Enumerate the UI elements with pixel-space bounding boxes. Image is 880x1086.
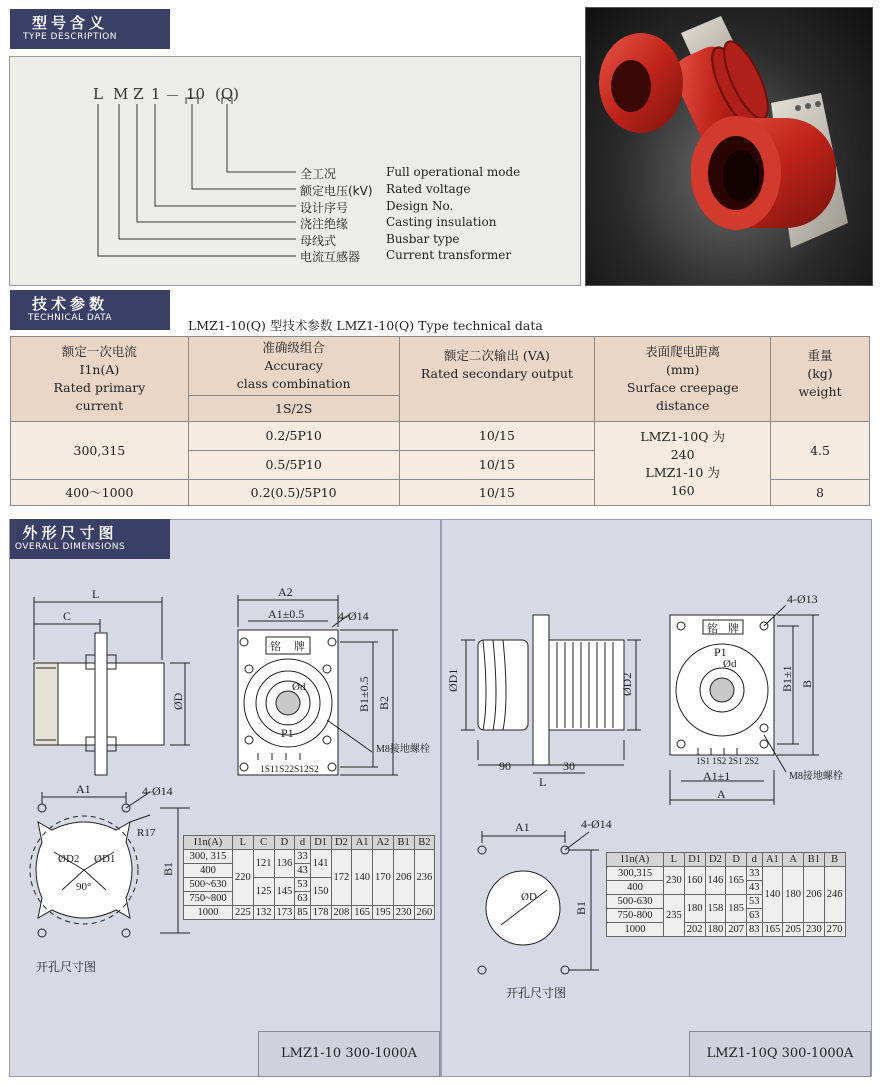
rt-cur0: 300,315 [607, 867, 664, 881]
label-OD2: ØD2 [58, 853, 80, 865]
header-col3-line2: Rated secondary output [420, 366, 573, 381]
rt-B1-1: 230 [804, 923, 825, 937]
label-holes2: 4-Ø14 [142, 784, 173, 798]
lt-C1: 125 [253, 878, 274, 906]
rt-d3: 63 [747, 909, 763, 923]
lt-D1-1: 150 [310, 878, 331, 906]
label-A1-tol: A1±0.5 [268, 607, 305, 621]
lt-B1-0: 206 [393, 850, 414, 906]
desc-en-1: Full operational mode [386, 165, 521, 179]
type-description-title-cn: 型号含义 [31, 14, 108, 32]
technical-data-caption: LMZ1-10(Q) 型技术参数 LMZ1-10(Q) Type technical data [188, 318, 543, 333]
label-r-nameplate-2: 牌 [728, 623, 739, 635]
rt-d0: 33 [747, 867, 763, 881]
rt-B-0: 246 [824, 867, 845, 923]
label-r-terminals: 1S1 1S2 2S1 2S2 [696, 756, 759, 766]
lt-h4: d [295, 836, 311, 850]
label-B1-cut: B1 [161, 861, 175, 876]
model-char-Z: Z [133, 85, 144, 103]
rt-B1-0: 206 [804, 867, 825, 923]
lt-cur2: 500~630 [184, 878, 233, 892]
rt-A1-0: 140 [762, 867, 783, 923]
label-r-bolt: M8接地螺栓 [789, 771, 843, 782]
rt-cur4: 1000 [607, 923, 664, 937]
rt-D2: 207 [726, 923, 747, 937]
rt-D2-0: 146 [705, 867, 726, 895]
lt-h6: D2 [331, 836, 352, 850]
rt-D0: 165 [726, 867, 747, 895]
lt-h8: A2 [373, 836, 394, 850]
desc-cn-3: 设计序号 [300, 201, 349, 215]
left-dimension-table [183, 835, 435, 920]
label-r-OD2: ØD2 [620, 672, 634, 696]
label-od-small: Ød [292, 681, 306, 693]
desc-cn-4: 浇注绝缘 [300, 217, 349, 231]
lt-h9: B1 [393, 836, 414, 850]
header-col4-line1: 表面爬电距离 [645, 344, 721, 359]
rt-D1-1: 180 [684, 895, 705, 923]
desc-en-2: Rated voltage [386, 182, 471, 196]
rt-D1-0: 160 [684, 867, 705, 895]
label-r-L: L [539, 775, 547, 789]
lt-D1-2: 178 [310, 906, 331, 920]
cell-accuracy-3: 0.2(0.5)/5P10 [188, 480, 399, 506]
rt-L1: 235 [664, 895, 685, 937]
lt-D2-1: 208 [331, 906, 352, 920]
label-B2: B2 [377, 695, 391, 710]
overall-dimensions-title-en: OVERALL DIMENSIONS [14, 542, 126, 552]
right-model-footer: LMZ1-10Q 300-1000A [689, 1031, 871, 1077]
lt-A2-0: 170 [373, 850, 394, 906]
rt-A1-1: 165 [762, 923, 783, 937]
header-col2-line2: Accuracy [264, 358, 323, 373]
lt-cur4: 1000 [184, 906, 233, 920]
lt-d2: 53 [295, 878, 311, 892]
header-col1-line4: current [75, 398, 124, 413]
lt-D0: 136 [274, 850, 295, 878]
label-r-B1-tol: B1±1 [780, 665, 794, 692]
model-char-dash: － [165, 87, 181, 105]
header-col2-line1: 准确级组合 [262, 340, 325, 355]
rt-cur2: 500-630 [607, 895, 664, 909]
lt-h5: D1 [310, 836, 331, 850]
rt-h1: L [664, 853, 685, 867]
label-r-A1: A1 [515, 820, 530, 834]
technical-data-title-cn: 技术参数 [31, 295, 108, 313]
rt-A-1: 205 [783, 923, 804, 937]
rt-cur1: 400 [607, 881, 664, 895]
rt-d4: 83 [747, 923, 763, 937]
lt-D2-0: 172 [331, 850, 352, 906]
label-holes: 4-Ø14 [338, 609, 369, 623]
rt-d1: 43 [747, 881, 763, 895]
lt-D2: 173 [274, 906, 295, 920]
cell-weight-2: 8 [771, 480, 870, 506]
right-dimension-table [606, 852, 846, 937]
header-col1-line2: I1n(A) [79, 362, 120, 377]
desc-en-4: Casting insulation [386, 215, 497, 229]
rt-h5: d [747, 853, 763, 867]
header-col2-line3: class combination [236, 376, 351, 391]
label-r-od-small: Ød [723, 658, 737, 670]
creepage-line2: 240 [670, 446, 695, 462]
lt-h7: A1 [352, 836, 373, 850]
rt-B-1: 270 [824, 923, 845, 937]
label-r-A1-tol: A1±1 [703, 769, 731, 783]
rt-D1: 185 [726, 895, 747, 923]
technical-data-title-en: TECHNICAL DATA [27, 313, 113, 323]
header-col1-line1: 额定一次电流 [61, 344, 137, 359]
type-description-title-en: TYPE DESCRIPTION [23, 32, 117, 42]
header-col4-line3: Surface creepage [626, 380, 739, 395]
label-cutout-left: 开孔尺寸图 [36, 960, 97, 974]
label-r-OD: ØD [521, 891, 537, 903]
lt-cur3: 750~800 [184, 892, 233, 906]
desc-en-3: Design No. [386, 199, 454, 213]
cell-output-3: 10/15 [399, 480, 595, 506]
header-col4-line2: (mm) [665, 362, 700, 377]
label-r-90: 90 [499, 759, 511, 773]
desc-cn-6: 电流互感器 [300, 250, 361, 264]
header-col5-line2: (kg) [807, 366, 833, 381]
header-col3-line1: 额定二次输出 (VA) [443, 348, 550, 363]
lt-C2: 132 [253, 906, 274, 920]
rt-h0: I1n(A) [607, 853, 664, 867]
header-col5-line1: 重量 [807, 348, 833, 363]
label-r-holes2: 4-Ø14 [581, 817, 612, 831]
lt-h2: C [253, 836, 274, 850]
lt-h3: D [274, 836, 295, 850]
rt-D1-2: 202 [684, 923, 705, 937]
rt-h3: D2 [705, 853, 726, 867]
lt-D1: 145 [274, 878, 295, 906]
label-OD1: ØD1 [94, 853, 116, 865]
desc-cn-1: 全工况 [300, 167, 337, 181]
lt-A1-0: 140 [352, 850, 373, 906]
desc-en-5: Busbar type [386, 232, 460, 246]
label-nameplate-2: 牌 [294, 641, 305, 653]
rt-D2-2: 180 [705, 923, 726, 937]
label-r-P1: P1 [714, 645, 727, 659]
rt-h4: D [726, 853, 747, 867]
creepage-line4: 160 [670, 482, 695, 498]
lt-B2-1: 260 [414, 906, 435, 920]
desc-cn-5: 母线式 [300, 234, 337, 248]
lt-A1-1: 165 [352, 906, 373, 920]
header-col1-line3: Rated primary [53, 380, 146, 395]
lt-B1-1: 230 [393, 906, 414, 920]
model-char-L: L [93, 85, 103, 103]
header-col5-line3: weight [798, 384, 842, 399]
lt-B2-0: 236 [414, 850, 435, 906]
desc-en-6: Current transformer [386, 248, 512, 262]
rt-A-0: 180 [783, 867, 804, 923]
label-L: L [92, 587, 100, 601]
header-accuracy-sub: 1S/2S [188, 396, 399, 422]
lt-C0: 121 [253, 850, 274, 878]
model-char-M: M [113, 85, 129, 103]
header-col4-line4: distance [656, 398, 710, 413]
label-r-nameplate-1: 铭 [707, 623, 718, 635]
label-OD: ØD [171, 692, 185, 710]
overall-dimensions-title-cn: 外形尺寸图 [22, 524, 118, 542]
lt-D1-0: 141 [310, 850, 331, 878]
label-C: C [63, 609, 72, 623]
cell-accuracy-2: 0.5/5P10 [188, 451, 399, 480]
lt-d3: 63 [295, 892, 311, 906]
rt-cur3: 750-800 [607, 909, 664, 923]
cell-current-300: 300,315 [11, 422, 189, 480]
model-char-Q: (Q) [215, 85, 240, 103]
cell-accuracy-1: 0.2/5P10 [188, 422, 399, 451]
model-char-1: 1 [151, 85, 161, 103]
lt-h10: B2 [414, 836, 435, 850]
rt-L0: 230 [664, 867, 685, 895]
rt-h9: B [824, 853, 845, 867]
cell-current-400: 400～1000 [11, 480, 189, 506]
desc-cn-2: 额定电压(kV) [300, 184, 373, 198]
label-r-A: A [717, 787, 726, 801]
cell-output-1: 10/15 [399, 422, 595, 451]
label-nameplate-1: 铭 [270, 641, 281, 653]
label-r-B: B [800, 679, 814, 688]
label-R17: R17 [137, 827, 156, 839]
label-A2: A2 [278, 585, 293, 599]
creepage-line3: LMZ1-10 为 [645, 464, 720, 480]
rt-h8: B1 [804, 853, 825, 867]
left-model-footer: LMZ1-10 300-1000A [258, 1031, 440, 1077]
rt-d2: 53 [747, 895, 763, 909]
lt-L0: 220 [233, 850, 254, 906]
cell-output-2: 10/15 [399, 451, 595, 480]
rt-h6: A1 [762, 853, 783, 867]
label-r-30: 30 [563, 759, 575, 773]
label-cutout-right: 开孔尺寸图 [506, 986, 567, 1000]
label-r-OD1: ØD1 [446, 668, 460, 692]
lt-cur1: 400 [184, 864, 233, 878]
lt-cur0: 300, 315 [184, 850, 233, 864]
label-r-holes: 4-Ø13 [787, 592, 818, 606]
lt-h1: L [233, 836, 254, 850]
model-char-10: 10 [186, 85, 206, 103]
lt-A2-1: 195 [373, 906, 394, 920]
lt-h0: I1n(A) [184, 836, 233, 850]
label-terminals: 1S11S22S12S2 [260, 765, 319, 775]
lt-L1: 225 [233, 906, 254, 920]
label-P1: P1 [281, 726, 294, 740]
creepage-line1: LMZ1-10Q 为 [640, 428, 725, 444]
rt-h2: D1 [684, 853, 705, 867]
label-r-B1: B1 [574, 900, 588, 915]
lt-d1: 43 [295, 864, 311, 878]
label-angle: 90° [76, 881, 92, 893]
lt-d0: 33 [295, 850, 311, 864]
cell-weight-1: 4.5 [771, 422, 870, 480]
lt-d4: 85 [295, 906, 311, 920]
rt-h7: A [783, 853, 804, 867]
label-A1: A1 [76, 782, 91, 796]
label-B1-tol: B1±0.5 [357, 676, 371, 712]
rt-D2-1: 158 [705, 895, 726, 923]
label-bolt: M8接地螺栓 [376, 744, 430, 755]
